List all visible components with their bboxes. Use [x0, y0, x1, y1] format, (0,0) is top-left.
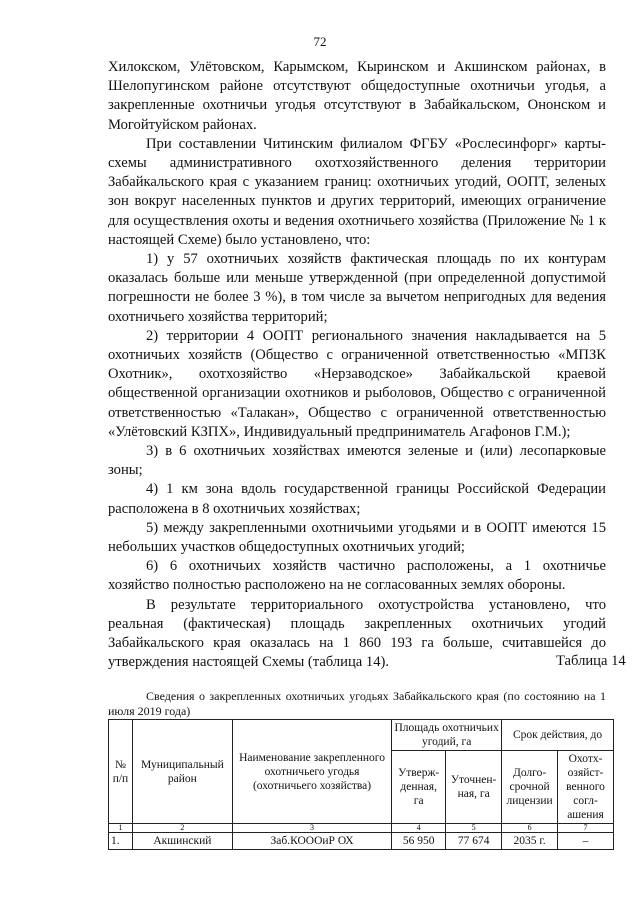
- header-name: Наименование закрепленного охотничьего угодья (охотничьего хозяйства): [232, 720, 391, 824]
- list-item: 4) 1 км зона вдоль государственной границы Российской Федерации расположена в 8 охотничьих хозяйствах;: [108, 481, 606, 517]
- list-item: 5) между закрепленными охотничьими угодьями и в ООПТ имеются 15 небольших участков общедоступных охотничьих угодий;: [108, 519, 606, 556]
- list-item: 1) у 57 охотничьих хозяйств фактическая площадь по их контурам оказалась больше или меньше утвержденной (при определенной допустимой погрешности не более 3 %), в том числе за вычетом непригодных для ведения охотничьего хозяйства территорий;: [108, 251, 606, 325]
- cell-area-refined: 77 674: [446, 833, 502, 850]
- cell-district: Акшинский: [132, 833, 232, 850]
- body-text: [108, 58, 606, 673]
- column-number: 6: [502, 824, 558, 833]
- column-number: 2: [132, 824, 232, 833]
- table-caption: Таблица 14: [556, 653, 626, 669]
- header-term-long: Долго-срочной лицензии: [502, 751, 558, 824]
- header-term-agreement: Охотх-озяйст-венного согл-ашения: [558, 751, 614, 824]
- paragraph: В результате территориального охотустройства установлено, что реальная (фактическая) площадь закрепленных охотничьих угодий Забайкальского края оказалась на 1 860 193 га больше, считавшейся до утверждения настоящей Схемы (таблица 14).: [108, 596, 606, 671]
- table-row: [109, 833, 614, 850]
- cell-term-long: 2035 г.: [502, 833, 558, 850]
- data-table: [108, 719, 614, 850]
- column-number-row: [109, 824, 614, 833]
- column-number: 1: [109, 824, 133, 833]
- cell-name: Заб.КОООиР ОХ: [232, 833, 391, 850]
- column-number: 5: [446, 824, 502, 833]
- table-title: Сведения о закрепленных охотничьих угодьях Забайкальского края (по состоянию на 1 июля 2019 года): [108, 689, 606, 718]
- column-number: 3: [232, 824, 391, 833]
- header-area-refined: Уточнен-ная, га: [446, 751, 502, 824]
- cell-area-approved: 56 950: [392, 833, 446, 850]
- cell-num: 1.: [109, 833, 133, 850]
- list-item: 6) 6 охотничьих хозяйств частично расположены, а 1 охотничье хозяйство полностью расположено на не согласованных землях обороны.: [108, 558, 606, 594]
- header-num: № п/п: [109, 720, 133, 824]
- column-number: 7: [558, 824, 614, 833]
- list-item: 2) территории 4 ООПТ регионального значения накладывается на 5 охотничьих хозяйств (Общество с ограниченной ответственностью «МПЗК Охотник», охотхозяйство «Нерзаводское» Забайкальской краевой общественной организации охотников и рыболовов, Общество с ограниченной ответственностью «Талакан», Общество с ограниченной ответственностью «Улётовский КЗПХ», Индивидуальный предприниматель Агафонов Г.М.);: [108, 327, 606, 440]
- header-district: Муниципальный район: [132, 720, 232, 824]
- header-term-group: Срок действия, до: [502, 720, 614, 751]
- header-area-approved: Утверж-денная, га: [392, 751, 446, 824]
- paragraph: Хилокском, Улётовском, Карымском, Кыринском и Акшинском районах, в Шелопугинском районе отсутствуют общедоступные охотничьи угодья, а закрепленные охотничьи угодья отсутствуют в Забайкальском, Ононском и Могойтуйском районах.: [108, 59, 606, 133]
- page-number: 72: [313, 34, 327, 49]
- table-header-row: [109, 720, 614, 751]
- list-item: 3) в 6 охотничьих хозяйствах имеются зеленые и (или) лесопарковые зоны;: [108, 443, 606, 479]
- column-number: 4: [392, 824, 446, 833]
- header-area-group: Площадь охотничьих угодий, га: [392, 720, 502, 751]
- cell-term-agreement: –: [558, 833, 614, 850]
- paragraph: При составлении Читинским филиалом ФГБУ «Рослесинфорг» карты-схемы административного охотхозяйственного деления территории Забайкальского края с указанием границ: охотничьих угодий, ООПТ, зеленых зон вокруг населенных пунктов и других территорий, имеющих ограничение для осуществления охоты и ведения охотничьего хозяйства (Приложение № 1 к настоящей Схеме) было установлено, что:: [108, 135, 606, 248]
